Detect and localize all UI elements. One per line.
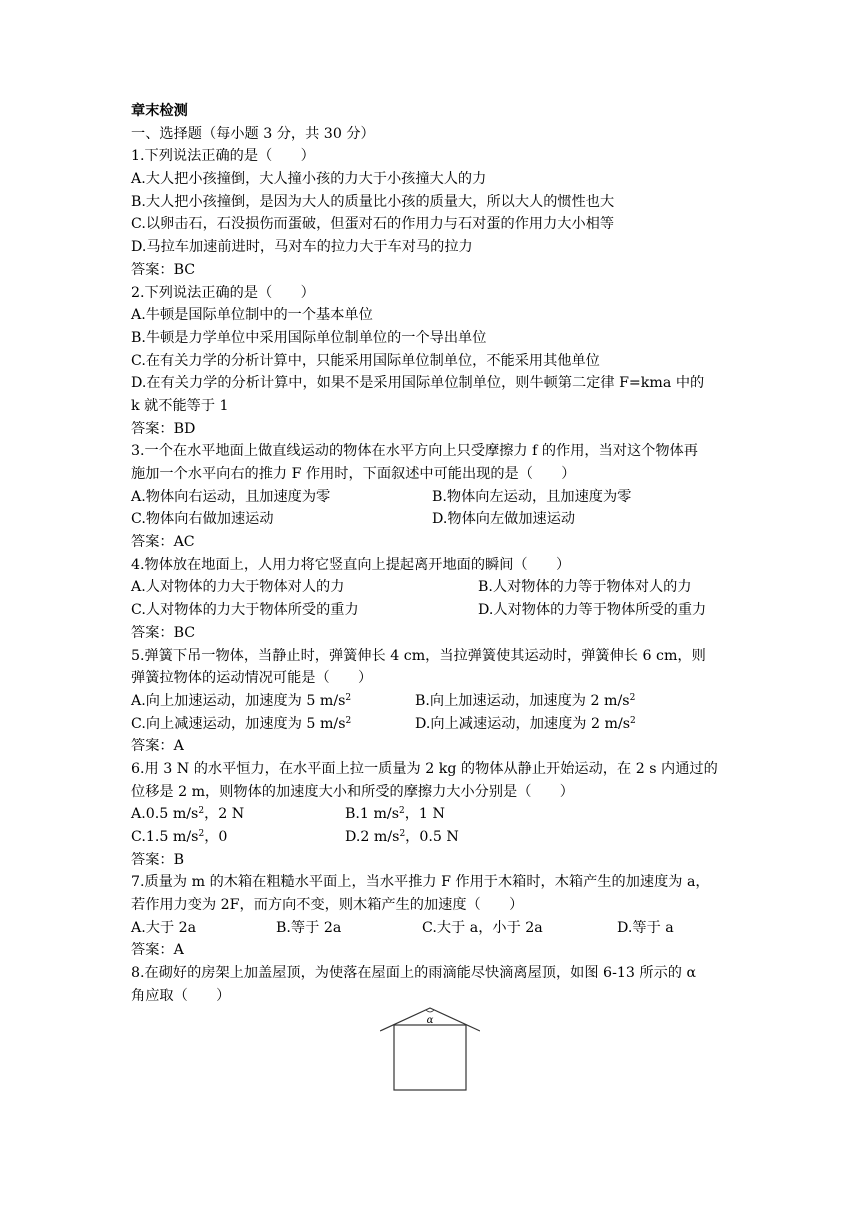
q8-stem-line2: 角应取（ ） — [131, 987, 231, 1004]
q1-option-d: D.马拉车加速前进时，马对车的拉力大于车对马的拉力 — [131, 239, 473, 256]
q5-option-a-text: A.向上加速运动，加速度为 5 m/s — [131, 692, 346, 709]
q7-options-row — [131, 917, 741, 940]
q6-option-c-exp: 2 — [198, 829, 205, 839]
q6-option-d-tail: ，0.5 N — [405, 829, 459, 845]
q6-option-d-text: D.2 m/s — [345, 829, 400, 845]
q5-answer: 答案：A — [131, 738, 184, 755]
q1-stem: 1.下列说法正确的是（ ） — [131, 148, 315, 165]
q2-option-b: B.牛顿是力学单位中采用国际单位制单位的一个导出单位 — [131, 329, 487, 346]
q5-option-a — [131, 693, 351, 709]
q6-answer: 答案：B — [131, 851, 184, 868]
q8-stem-line1: 8.在砌好的房架上加盖屋顶，为使落在屋面上的雨滴能尽快滴离屋顶，如图 6-13 所示的 α — [131, 965, 697, 982]
q3-options-row2 — [131, 508, 741, 531]
q4-options-row1 — [131, 576, 741, 599]
q1-answer: 答案：BC — [131, 261, 196, 278]
q6-option-b-text: B.1 m/s — [345, 806, 399, 823]
q4-stem: 4.物体放在地面上，人用力将它竖直向上提起离开地面的瞬间（ ） — [131, 556, 571, 573]
q7-option-b: B.等于 2a — [276, 919, 342, 936]
q5-option-b — [415, 690, 635, 713]
q6-option-a — [131, 806, 244, 822]
q6-option-d — [345, 826, 459, 849]
q3-option-d: D.物体向左做加速运动 — [432, 511, 576, 528]
q4-option-d: D.人对物体的力等于物体所受的重力 — [478, 602, 707, 619]
q3-stem-line2: 施加一个水平向右的推力 F 作用时，下面叙述中可能出现的是（ ） — [131, 466, 576, 482]
q6-stem-line2: 位移是 2 m，则物体的加速度大小和所受的摩擦力大小分别是（ ） — [131, 783, 574, 800]
q4-options-row2 — [131, 599, 741, 622]
q7-option-d: D.等于 a — [617, 919, 674, 936]
q3-option-b: B.物体向左运动，且加速度为零 — [432, 488, 632, 505]
q5-options-row1 — [131, 690, 741, 713]
document-page — [131, 100, 741, 1008]
q5-option-b-exp: 2 — [629, 692, 636, 703]
q6-option-c-text: C.1.5 m/s — [131, 829, 199, 845]
q3-option-c: C.物体向右做加速运动 — [131, 511, 274, 528]
q3-options-row1 — [131, 486, 741, 509]
q5-option-a-exp: 2 — [345, 692, 352, 703]
q5-option-c-text: C.向上减速运动，加速度为 5 m/s — [131, 715, 346, 732]
q1-option-b: B.大人把小孩撞倒，是因为大人的质量比小孩的质量大，所以大人的惯性也大 — [131, 193, 615, 210]
q3-option-a: A.物体向右运动，且加速度为零 — [131, 488, 331, 505]
q5-option-d-text: D.向上减速运动，加速度为 2 m/s — [415, 715, 631, 732]
q7-option-c: C.大于 a，小于 2a — [422, 919, 543, 936]
alpha-label: α — [426, 1015, 434, 1026]
q4-option-b: B.人对物体的力等于物体对人的力 — [478, 579, 692, 596]
q6-option-a-text: A.0.5 m/s — [131, 806, 199, 823]
q7-answer: 答案：A — [131, 942, 184, 959]
q5-option-d — [415, 713, 636, 736]
q2-option-a: A.牛顿是国际单位制中的一个基本单位 — [131, 307, 373, 324]
q4-option-a: A.人对物体的力大于物体对人的力 — [131, 579, 345, 596]
q2-option-d-line1: D.在有关力学的分析计算中，如果不是采用国际单位制单位，则牛顿第二定律 F=kma 中的 — [131, 375, 705, 392]
q7-stem-line1: 7.质量为 m 的木箱在粗糙水平面上，当水平推力 F 作用于木箱时，木箱产生的加速度为 a， — [131, 874, 710, 891]
q5-option-b-text: B.向上加速运动，加速度为 2 m/s — [415, 692, 630, 709]
q5-stem-line2: 弹簧拉物体的运动情况可能是（ ） — [131, 670, 373, 687]
q5-option-c — [131, 716, 351, 732]
q6-stem-line1: 6.用 3 N 的水平恒力，在水平面上拉一质量为 2 kg 的物体从静止开始运动，在 2 s 内通过的 — [131, 760, 718, 777]
q6-option-c-tail: ，0 — [204, 829, 228, 845]
q3-stem-line1: 3.一个在水平地面上做直线运动的物体在水平方向上只受摩擦力 f 的作用，当对这个物体再 — [131, 443, 698, 460]
q6-options-row1 — [131, 803, 741, 826]
angle-arc — [426, 1010, 434, 1012]
q6-option-b-exp: 2 — [399, 806, 405, 817]
q4-option-c: C.人对物体的力大于物体所受的重力 — [131, 602, 359, 619]
house-walls — [394, 1025, 466, 1090]
q7-stem-line2: 若作用力变为 2F，而方向不变，则木箱产生的加速度（ ） — [131, 897, 524, 914]
q5-stem-line1: 5.弹簧下吊一物体，当静止时，弹簧伸长 4 cm，当拉弹簧使其运动时，弹簧伸长 6 cm，则 — [131, 647, 706, 664]
q6-option-c — [131, 829, 227, 845]
q6-option-b — [345, 803, 445, 826]
q2-option-d-line2: k 就不能等于 1 — [131, 397, 229, 414]
q3-answer: 答案：AC — [131, 534, 195, 551]
q7-option-a: A.大于 2a — [131, 919, 197, 936]
house-roof-figure — [380, 1006, 480, 1096]
q6-option-a-exp: 2 — [198, 806, 205, 817]
q5-options-row2 — [131, 713, 741, 736]
q1-option-c: C.以卵击石，石没损伤而蛋破，但蛋对石的作用力与石对蛋的作用力大小相等 — [131, 216, 615, 233]
q2-stem: 2.下列说法正确的是（ ） — [131, 284, 315, 301]
q5-option-d-exp: 2 — [630, 715, 636, 726]
q2-answer: 答案：BD — [131, 420, 196, 437]
q6-option-a-tail: ，2 N — [204, 806, 245, 823]
page-heading: 章末检测 — [131, 103, 188, 119]
q1-option-a: A.大人把小孩撞倒，大人撞小孩的力大于小孩撞大人的力 — [131, 171, 487, 188]
section-title: 一、选择题（每小题 3 分，共 30 分） — [131, 125, 375, 142]
q4-answer: 答案：BC — [131, 624, 196, 641]
q6-option-d-exp: 2 — [399, 829, 406, 839]
q5-option-c-exp: 2 — [345, 715, 352, 726]
q6-option-b-tail: ，1 N — [404, 806, 445, 823]
q2-option-c: C.在有关力学的分析计算中，只能采用国际单位制单位，不能采用其他单位 — [131, 352, 600, 369]
q6-options-row2 — [131, 826, 741, 849]
